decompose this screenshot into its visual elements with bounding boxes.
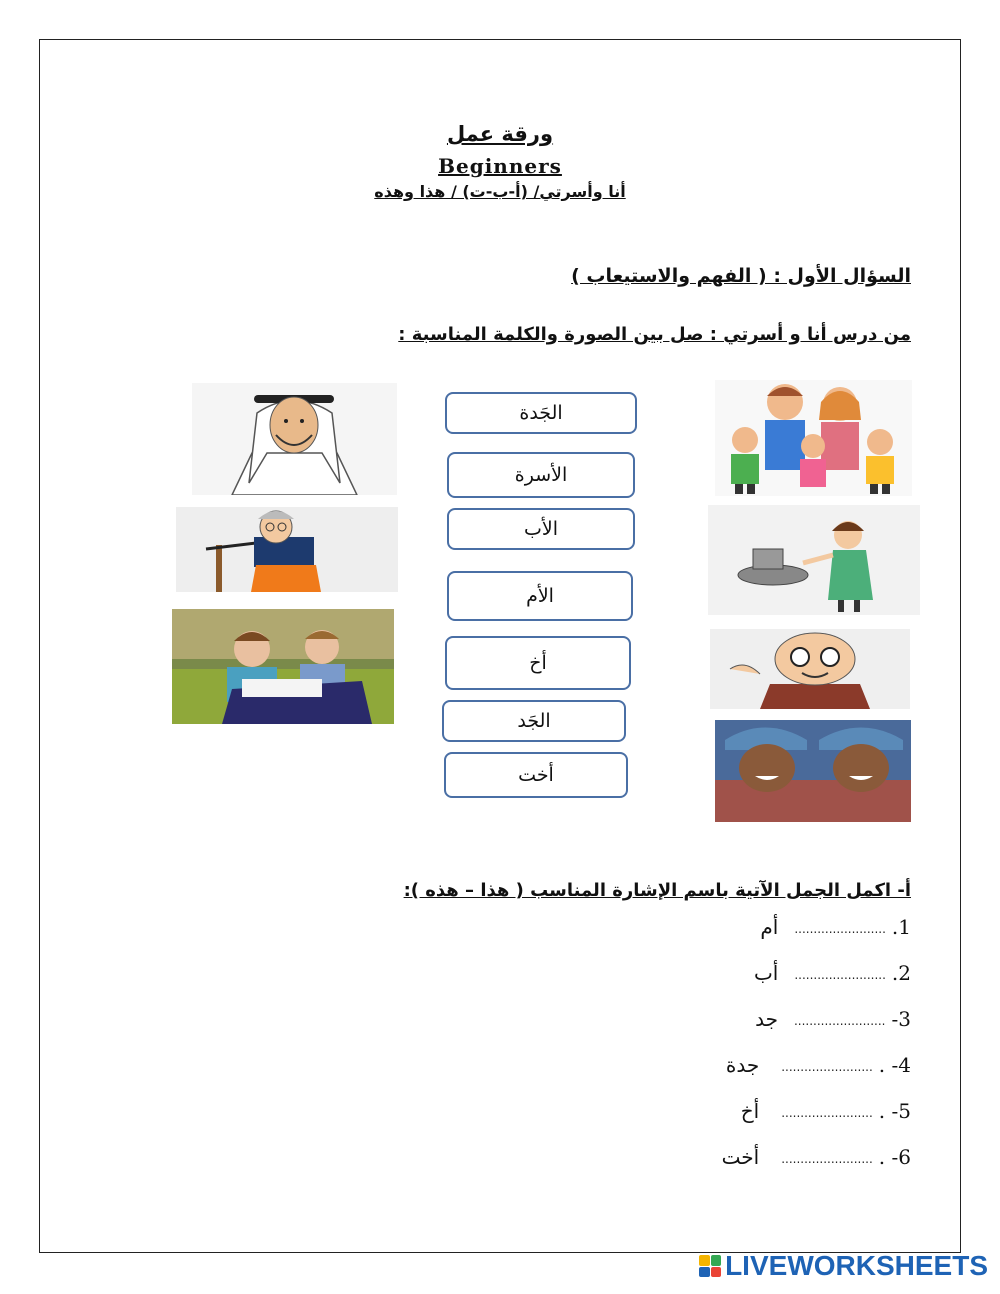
line-number: 6- . — [878, 1145, 911, 1169]
line-word: أب — [753, 961, 779, 985]
word-box-brother[interactable]: أخ — [445, 636, 631, 690]
question1-instruction: من درس أنا و أسرتي : صل بين الصورة والكلمة المناسبة : — [398, 324, 911, 345]
blank-dots[interactable]: ........................ — [781, 1105, 873, 1120]
blank-dots[interactable]: ........................ — [794, 967, 886, 982]
word-box-sister[interactable]: أخت — [444, 752, 628, 798]
line-word: جد — [755, 1007, 778, 1031]
word-box-father[interactable]: الأب — [447, 508, 635, 550]
line-word: أم — [760, 915, 779, 939]
mother-cooking-picture[interactable] — [708, 505, 920, 615]
blank-dots[interactable]: ........................ — [794, 921, 886, 936]
sentence-line-6[interactable] — [722, 1145, 911, 1169]
blank-dots[interactable]: ........................ — [793, 1013, 886, 1028]
brand-name: LIVEWORKSHEETS — [725, 1250, 988, 1281]
grandfather-picture[interactable] — [710, 629, 910, 709]
liveworksheets-logo[interactable] — [699, 1250, 988, 1282]
word-box-grandfather[interactable]: الجَد — [442, 700, 626, 742]
line-word: أخ — [740, 1099, 760, 1123]
word-box-family[interactable]: الأسرة — [447, 452, 635, 498]
family-picture[interactable] — [715, 380, 912, 496]
level-label: Beginners — [438, 154, 562, 178]
father-picture[interactable] — [192, 383, 397, 495]
line-number: 1. — [891, 915, 911, 939]
line-word: أخت — [721, 1145, 760, 1169]
sentence-line-5[interactable] — [741, 1099, 911, 1123]
word-box-mother[interactable]: الأم — [447, 571, 633, 621]
blank-dots[interactable]: ........................ — [781, 1151, 873, 1166]
question1-title: السؤال الأول : ( الفهم والاستيعاب ) — [571, 265, 911, 287]
blank-dots[interactable]: ........................ — [781, 1059, 873, 1074]
sentence-line-4[interactable] — [726, 1053, 911, 1077]
line-number: 4- . — [878, 1053, 911, 1077]
liveworksheets-icon — [699, 1255, 721, 1277]
question2-title: أ- اكمل الجمل الآتية باسم الإشارة المناسب ( هذا – هذه ): — [403, 880, 911, 901]
sentence-line-3[interactable] — [755, 1007, 911, 1031]
line-number: 2. — [891, 961, 911, 985]
lesson-subtitle: أنا وأسرتي/ (أ-ب-ت) / هذا وهذه — [374, 182, 626, 201]
word-box-grandmother[interactable]: الجَدة — [445, 392, 637, 434]
line-number: 5- . — [878, 1099, 911, 1123]
grandmother-picture[interactable] — [176, 507, 398, 592]
line-word: جدة — [725, 1053, 760, 1077]
worksheet-title: ورقة عمل — [446, 122, 554, 146]
brothers-reading-picture[interactable] — [172, 609, 394, 724]
line-number: 3- — [891, 1007, 911, 1031]
sentence-line-2[interactable] — [754, 961, 911, 985]
sentence-line-1[interactable] — [760, 915, 911, 939]
twins-picture[interactable] — [715, 720, 911, 822]
